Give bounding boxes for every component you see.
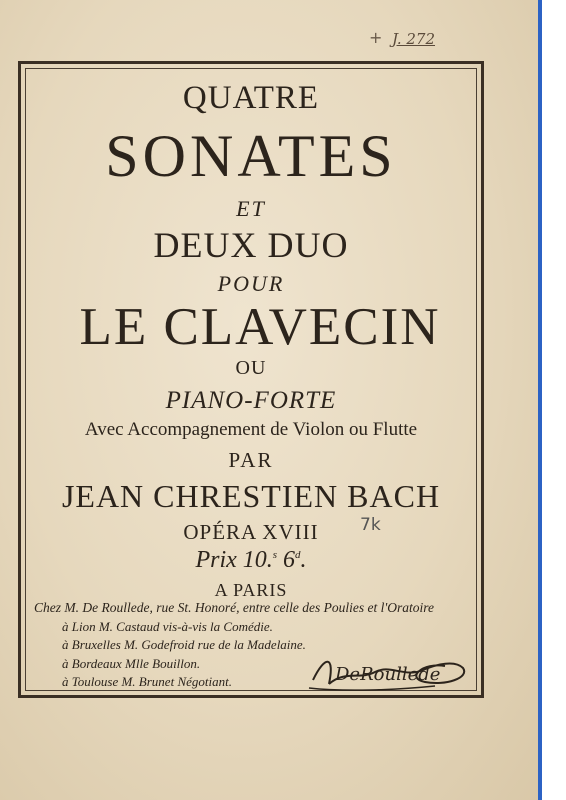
title-deux-duo: DEUX DUO [153,225,349,265]
title-pour: POUR [217,271,285,296]
title-ou: OU [235,357,267,379]
imprint-line: Chez M. De Roullede, rue St. Honoré, entre celle des Poulies et l'Oratoire [34,600,435,615]
title-le-clavecin: LE CLAVECIN [79,298,441,356]
scan-edge [540,0,566,800]
title-par: PAR [228,448,274,472]
signature-text: DeRoullede [335,664,441,685]
title-sonates: SONATES [105,123,397,189]
scan-edge-strip [538,0,542,800]
composer-name: JEAN CHRESTIEN BACH [61,478,441,514]
imprint-line: à Bordeaux Mlle Bouillon. [62,656,201,671]
imprint-city: A PARIS [214,580,288,600]
publisher-signature [305,650,470,695]
title-quatre: QUATRE [182,80,320,116]
pencil-annotation: 7k [360,515,381,535]
pencil-cross-mark: + [369,28,383,47]
imprint-line: à Lion M. Castaud vis-à-vis la Comédie. [62,619,273,634]
title-accompaniment: Avec Accompagnement de Violon ou Flutte [84,419,418,440]
imprint-line: à Bruxelles M. Godefroid rue de la Madelaine. [62,637,306,652]
title-et: ET [236,196,266,221]
price: Prix 10.$^s$ 6$^d$. [195,547,307,573]
opus-number: OPÉRA XVIII [183,520,319,544]
title-piano-forte: PIANO-FORTE [165,387,337,414]
imprint-line: à Toulouse M. Brunet Négotiant. [62,674,232,689]
shelfmark: J. 272 [392,30,436,48]
